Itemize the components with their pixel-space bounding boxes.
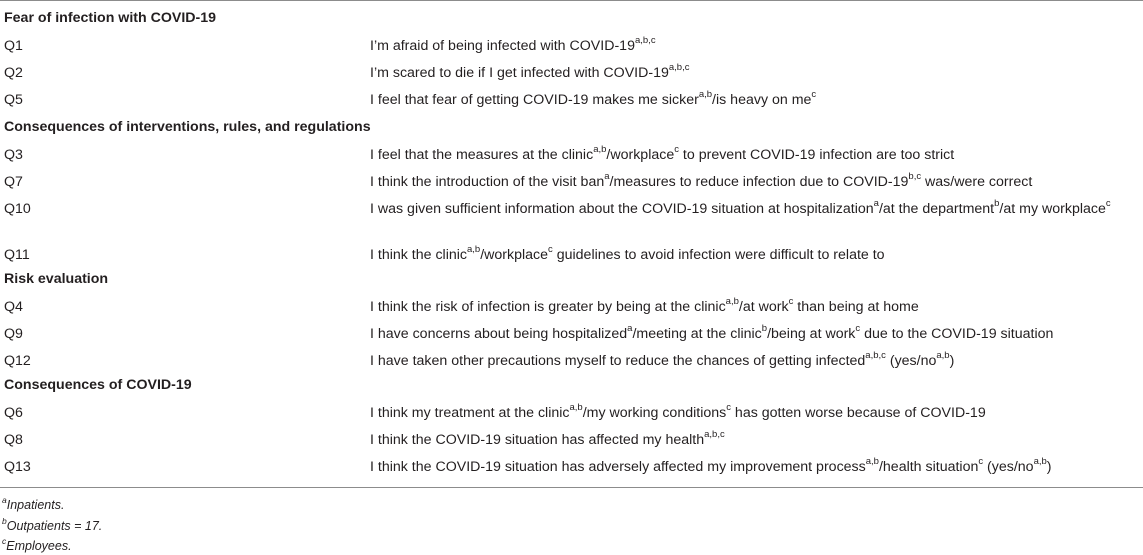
text-segment: /at my workplace	[999, 201, 1106, 217]
footnote-mark: b	[2, 515, 7, 526]
text-segment: /at the department	[878, 201, 995, 217]
text-segment: than being at home	[793, 299, 919, 315]
question-code: Q12	[4, 353, 31, 369]
text-segment: /workplace	[606, 147, 675, 163]
superscript-mark: a,b	[936, 350, 950, 362]
superscript-mark: a	[873, 198, 879, 210]
footnote-text: Employees.	[6, 539, 72, 553]
text-segment: was/were correct	[921, 174, 1033, 190]
footnote	[2, 494, 65, 513]
footnote	[2, 515, 103, 534]
text-segment: /my working conditions	[582, 405, 727, 421]
text-segment: I think the COVID-19 situation has adversely affected my improvement process	[370, 459, 866, 475]
superscript-mark: b,c	[908, 171, 922, 183]
text-segment: )	[949, 353, 955, 369]
question-code: Q13	[4, 459, 31, 475]
superscript-mark: c	[1105, 198, 1111, 210]
question-text	[370, 146, 1140, 165]
superscript-mark: b	[994, 198, 1000, 210]
superscript-mark: c	[788, 296, 794, 308]
superscript-mark: a,b,c	[704, 429, 725, 441]
question-text	[370, 246, 1140, 265]
text-segment: /being at work	[767, 326, 856, 342]
superscript-mark: c	[978, 456, 984, 468]
question-text	[370, 404, 1140, 423]
question-code: Q2	[4, 65, 23, 81]
question-code: Q6	[4, 405, 23, 421]
question-text	[370, 431, 1140, 450]
bottom-rule	[0, 487, 1143, 488]
text-segment: I’m scared to die if I get infected with COVID-19	[370, 65, 669, 81]
superscript-mark: a,b	[698, 89, 713, 101]
text-segment: /meeting at the clinic	[632, 326, 762, 342]
superscript-mark: c	[548, 244, 553, 256]
superscript-mark: c	[674, 144, 679, 156]
question-code: Q3	[4, 147, 23, 163]
text-segment: I think the clinic	[370, 247, 467, 263]
text-segment: I feel that the measures at the clinic	[370, 147, 594, 163]
text-segment: (yes/no	[885, 353, 937, 369]
superscript-mark: a,b	[593, 144, 607, 156]
section-heading: Risk evaluation	[4, 271, 109, 287]
question-text	[370, 91, 1140, 110]
question-code: Q1	[4, 38, 23, 54]
question-code: Q7	[4, 174, 23, 190]
text-segment: due to the COVID-19 situation	[860, 326, 1054, 342]
superscript-mark: c	[855, 323, 861, 335]
superscript-mark: a,b	[865, 456, 879, 468]
text-segment: I think my treatment at the clinic	[370, 405, 570, 421]
question-text	[370, 352, 1140, 371]
question-code: Q9	[4, 326, 23, 342]
footnote-text: Inpatients.	[6, 498, 65, 512]
text-segment: to prevent COVID-19 infection are too strict	[678, 147, 955, 163]
text-segment: I’m afraid of being infected with COVID-19	[370, 38, 635, 54]
question-code: Q10	[4, 201, 31, 217]
text-segment: I think the introduction of the visit ban	[370, 174, 605, 190]
section-heading: Consequences of COVID-19	[4, 377, 192, 393]
text-segment: )	[1046, 459, 1052, 475]
superscript-mark: a	[604, 171, 610, 183]
superscript-mark: a,b,c	[865, 350, 886, 362]
section-heading: Consequences of interventions, rules, and regulations	[4, 119, 371, 135]
question-code: Q11	[4, 247, 30, 263]
question-text	[370, 173, 1140, 192]
superscript-mark: a,b,c	[668, 62, 690, 74]
superscript-mark: c	[811, 89, 817, 101]
question-text	[370, 64, 1140, 83]
superscript-mark: a,b	[569, 402, 583, 414]
footnote-text: Outpatients = 17.	[6, 519, 103, 533]
text-segment: guidelines to avoid infection were difficult to relate to	[552, 247, 885, 263]
text-segment: /is heavy on me	[712, 92, 812, 108]
top-rule	[0, 0, 1143, 1]
text-segment: I think the COVID-19 situation has affected my health	[370, 432, 705, 448]
question-code: Q4	[4, 299, 23, 315]
text-segment: I have concerns about being hospitalized	[370, 326, 628, 342]
section-heading: Fear of infection with COVID-19	[4, 10, 217, 26]
question-text	[370, 37, 1140, 56]
text-segment: /measures to reduce infection due to COVID-19	[609, 174, 909, 190]
question-code: Q8	[4, 432, 23, 448]
superscript-mark: a,b	[467, 244, 481, 256]
text-segment: /workplace	[480, 247, 549, 263]
text-segment: /at work	[738, 299, 789, 315]
text-segment: (yes/no	[983, 459, 1034, 475]
footnote-mark: a	[2, 494, 7, 505]
text-segment: /health situation	[878, 459, 979, 475]
question-text	[370, 200, 1140, 219]
text-segment: I feel that fear of getting COVID-19 makes me sicker	[370, 92, 699, 108]
text-segment: I have taken other precautions myself to reduce the chances of getting infected	[370, 353, 866, 369]
question-text	[370, 298, 1140, 317]
text-segment: I think the risk of infection is greater by being at the clinic	[370, 299, 726, 315]
superscript-mark: a,b	[725, 296, 739, 308]
superscript-mark: a,b	[1033, 456, 1047, 468]
footnote-mark: c	[2, 535, 7, 546]
superscript-mark: a,b,c	[634, 35, 656, 47]
text-segment: has gotten worse because of COVID-19	[730, 405, 986, 421]
text-segment: I was given sufficient information about the COVID-19 situation at hospitalization	[370, 201, 874, 217]
superscript-mark: a	[627, 323, 633, 335]
superscript-mark: b	[761, 323, 768, 335]
footnote	[2, 535, 72, 554]
question-text	[370, 325, 1140, 344]
question-text	[370, 458, 1140, 477]
superscript-mark: c	[726, 402, 731, 414]
question-code: Q5	[4, 92, 23, 108]
